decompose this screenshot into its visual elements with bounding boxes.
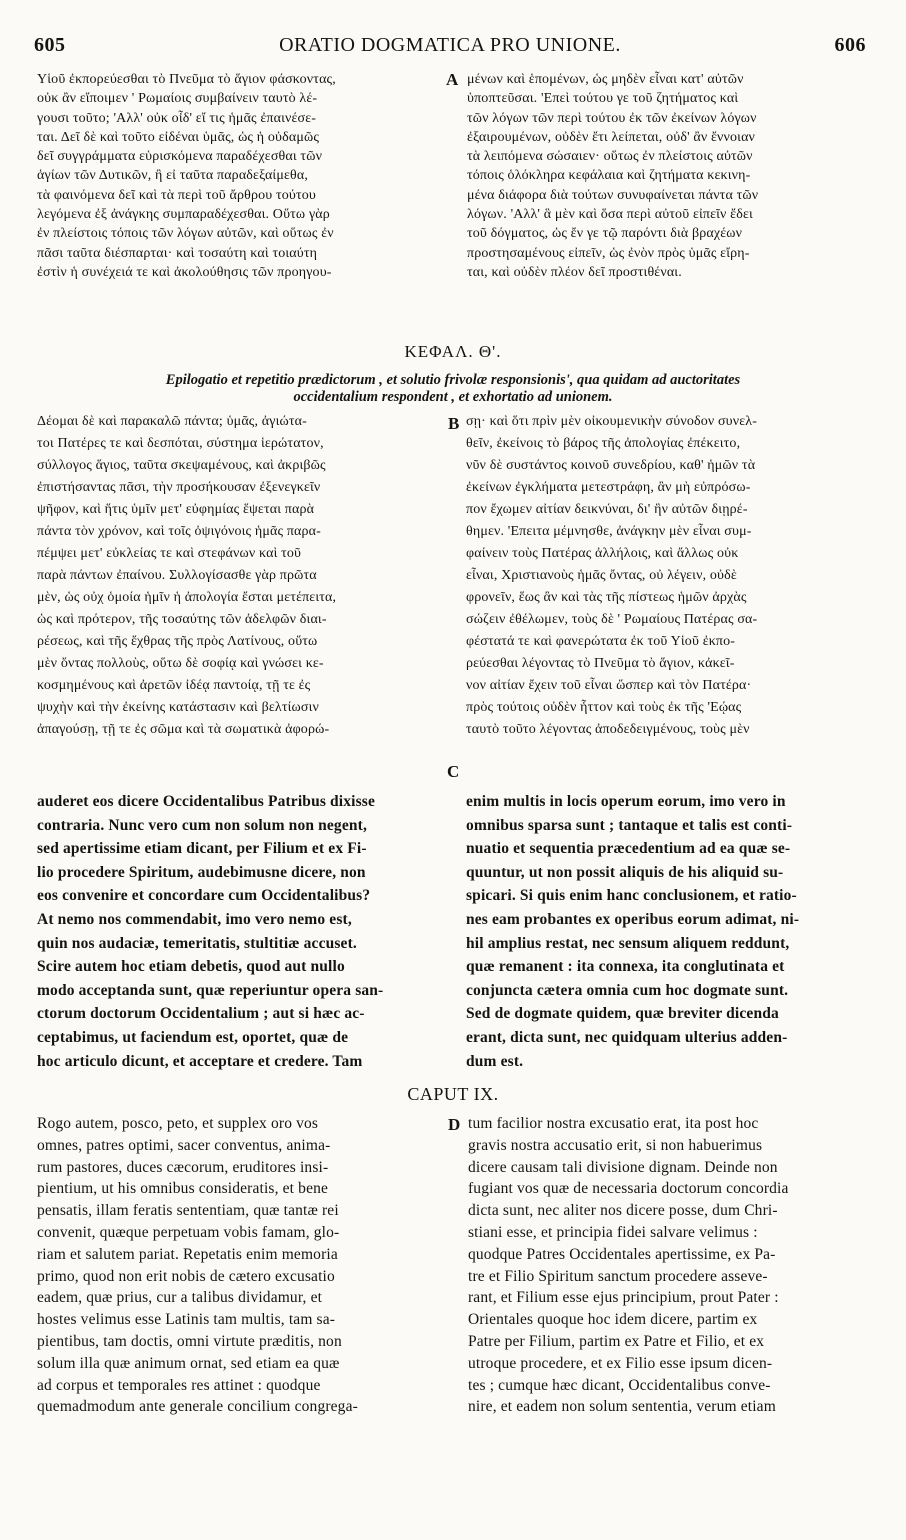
text-line: τόποις ὁλόκληρα κεφάλαια καὶ ζητήματα κεκινη- [467, 168, 751, 184]
text-line: ἐκείνων ἐγκλήματα μετεστράφη, ἂν μὴ εὐπρόσω- [466, 480, 751, 495]
text-line: hostes velimus esse Latinis tam multis, tam sa- [37, 1311, 336, 1329]
text-line: pientium, ut his omnibus consideratis, et bene [37, 1180, 329, 1198]
section-marker-b: B [448, 414, 460, 433]
text-line: Scire autem hoc etiam debetis, quod aut nullo [37, 958, 345, 976]
text-line: μένα διάφορα διὰ τούτων συνυφαίνεται πάντα τῶν [467, 187, 759, 203]
text-line: σύλλογος ἅγιος, ταῦτα σκεψαμένους, καὶ ἀκριβῶς [37, 458, 326, 473]
text-line: παρὰ πάντων ἐπαίνου. Συλλογίσασθε γὰρ πρῶτα [37, 568, 317, 583]
text-line: rant, et Filium esse ejus principium, prout Pater : [468, 1289, 779, 1307]
text-line: primo, quod non erit nobis de cætero excusatio [37, 1267, 335, 1285]
page-number-left: 605 [34, 34, 66, 56]
text-line: stiani esse, et principia fidei salvare velimus : [468, 1223, 758, 1241]
latin-column-left-2 [37, 1113, 442, 1418]
section-marker-c: C [447, 762, 460, 781]
text-line: οὐκ ἂν εἴποιμεν ' Ρωμαίοις συμβαίνειν ταυτὸ λέ- [37, 91, 318, 107]
text-line: φέστατά τε καὶ φανερώτατα ἐκ τοῦ Υἱοῦ ἐκπο- [466, 634, 736, 649]
section-marker-d: D [448, 1115, 461, 1134]
text-line: eos convenire et concordare cum Occidentalibus? [37, 887, 371, 905]
text-line: utroque procedere, et ex Filio esse ipsum dicen- [468, 1354, 773, 1372]
text-line: conjuncta cætera omnia cum hoc dogmate sunt. [466, 981, 789, 999]
text-line: hoc articulo dicunt, et acceptare et credere. Tam [37, 1052, 363, 1070]
text-line: τὰ λειπόμενα σώσαιεν· οὕτως ἐν πλείστοις αὐτῶν [467, 149, 753, 165]
text-line: ceptabimus, ut faciendum est, oportet, quæ de [37, 1028, 349, 1046]
text-line: modo acceptanda sunt, quæ reperiuntur opera san- [37, 981, 384, 999]
text-line: fugiant vos quæ de necessaria doctorum concordia [468, 1180, 789, 1198]
text-line: ταυτὸ τοῦτο λέγοντας ἀποδεδειγμένους, τοὺς μὲν [466, 722, 750, 737]
text-line: Υἱοῦ ἐκπορεύεσθαι τὸ Πνεῦμα τὸ ἅγιον φάσκοντας, [37, 72, 336, 87]
text-line: φαίνειν τοὺς Πατέρας ἀλλήλοις, καὶ ἄλλως οὐκ [466, 546, 739, 561]
text-line: θεῖν, ἐκείνοις τὸ βάρος τῆς ἀπολογίας ἐπέκειτο, [466, 436, 741, 451]
text-line: auderet eos dicere Occidentalibus Patribus dixisse [37, 793, 376, 810]
text-line: λόγων. 'Αλλ' ἃ μὲν καὶ ὅσα περὶ αὐτοῦ εἰπεῖν ἔδει [467, 207, 753, 223]
text-line: tum facilior nostra excusatio erat, ita post hoc [468, 1115, 759, 1132]
text-line: ται. Δεῖ δὲ καὶ τοῦτο εἰδέναι ὑμᾶς, ὡς ἡ οὐδαμῶς [37, 129, 320, 145]
text-line: ψυχὴν καὶ τὴν ἐκείνης κατάστασιν καὶ βελτίωσιν [37, 700, 319, 715]
text-line: lio procedere Spiritum, audebimusne dicere, non [37, 863, 366, 881]
text-line: eadem, quæ prius, cur a talibus dividamur, et [37, 1289, 323, 1307]
text-line: Δέομαι δὲ καὶ παρακαλῶ πάντα; ὑμᾶς, ἀγιώτα- [37, 414, 307, 429]
text-line: omnes, patres optimi, sacer conventus, anima- [37, 1136, 331, 1154]
chapter-summary-line-2: occidentalium respondent , et exhortatio ad unionem. [293, 389, 613, 405]
text-line: πάντα τὸν χρόνον, καὶ τοῖς ὀψιγόνοις ἡμᾶς παρα- [37, 524, 321, 539]
text-line: quuntur, ut non possit aliquis de his aliquid su- [466, 863, 784, 881]
text-line: νῦν δὲ συστάντος κοινοῦ συνεδρίου, καθ' ἡμῶν τὰ [466, 458, 756, 473]
text-line: ἁγίων τῶν Δυτικῶν, ἢ εἰ ταῦτα παραδεξαίμεθα, [37, 168, 309, 184]
text-line: quæ remanent : ita connexa, ita conglutinata et [466, 958, 785, 976]
latin-column-right-2 [468, 1113, 872, 1418]
text-line: μὲν, ὡς οὐχ ὁμοία ἡμῖν ἡ ἀπολογία ἔσται μετέπειτα, [37, 590, 337, 605]
text-line: θημεν. 'Επειτα μέμνησθε, ἀνάγκην μὲν εἶναι συμ- [466, 524, 752, 539]
chapter-heading-latin: CAPUT IX. [407, 1084, 499, 1104]
text-line: pientibus, tam doctis, omni virtute præditis, non [37, 1332, 342, 1350]
greek-column-left-1 [37, 70, 443, 282]
text-line: dicta sunt, nec aliter nos dicere posse, dum Chri- [468, 1202, 778, 1220]
text-line: solum illa quæ animum ornat, sed etiam ea quæ [37, 1354, 340, 1372]
text-line: γουσι τοῦτο; 'Αλλ' οὐκ οἶδ' εἴ τις ἡμᾶς ἐπαινέσε- [37, 110, 317, 126]
text-line: τὰ φαινόμενα δεῖ καὶ τὰ περὶ τοῦ ἄρθρου τούτου [37, 187, 316, 203]
text-line: φρονεῖν, ἕως ἂν καὶ τὰς τῆς πίστεως ἡμῶν ἀρχὰς [466, 590, 747, 605]
text-line: spicari. Si quis enim hanc conclusionem, et ratio- [466, 887, 797, 905]
text-line: omnibus sparsa sunt ; tantaque et talis est conti- [466, 816, 793, 834]
text-line: μένων καὶ ἑπομένων, ὡς μηδὲν εἶναι κατ' αὐτῶν [467, 72, 744, 87]
text-line: ὡς καὶ πρότερον, τῆς τοσαύτης τῶν ἀδελφῶν διαι- [37, 612, 327, 627]
text-line: τοι Πατέρες τε καὶ δεσπόται, σύστημα ἱερώτατον, [37, 436, 324, 451]
text-line: hil amplius restat, nec sensum aliquem reddunt, [466, 934, 790, 952]
text-line: Orientales quoque hoc idem dicere, partim ex [468, 1311, 758, 1329]
text-line: κοσμημένους καὶ ἀρετῶν ἰδέᾳ παντοίᾳ, τῇ τε ἐς [37, 678, 311, 693]
text-line: ται, καὶ οὐδὲν πλέον δεῖ προστιθέναι. [467, 264, 682, 280]
text-line: quin nos audaciæ, temeritatis, stultitiæ accuset. [37, 934, 357, 952]
text-line: ad corpus et temporales res attinet : quodque [37, 1376, 321, 1394]
text-line: ἐστὶν ἡ συνέχειά τε καὶ ἀκολούθησις τῶν προηγου- [37, 264, 332, 280]
text-line: μὲν ὄντας πολλοὺς, οὕτω δὲ σοφίᾳ καὶ γνώσει κε- [37, 656, 324, 671]
text-line: riam et salutem pariat. Repetatis enim memoria [37, 1245, 338, 1263]
text-line: tre et Filio Spiritum sanctum procedere asseve- [468, 1267, 768, 1285]
page-number-right: 606 [834, 34, 866, 56]
text-line: λεγόμενα ἐξ ἀνάγκης συμπαραδέχεσθαι. Οὕτω γὰρ [37, 207, 330, 223]
text-line: pensatis, illam feratis sententiam, quæ tantæ rei [37, 1202, 339, 1220]
text-line: ρεύεσθαι λέγοντας τὸ Πνεῦμα τὸ ἅγιον, κἀκεῖ- [466, 656, 735, 671]
text-line: ἐξαιρουμένων, οὐδὲν ἔτι λείπεται, οὐδ' ἂν ἔννοιαν [467, 129, 756, 145]
running-title: ORATIO DOGMATICA PRO UNIONE. [279, 34, 621, 56]
text-line: ctorum doctorum Occidentalium ; aut si hæc ac- [37, 1005, 365, 1023]
text-line: πᾶσι ταῦτα διέσπαρται· καὶ τοσαύτη καὶ τοιαύτη [37, 245, 318, 261]
greek-column-right-1 [467, 70, 871, 282]
text-line: πον ἔχωμεν αἰτίαν δεικνύναι, δι' ἣν αὐτῶν διῃρέ- [466, 502, 748, 517]
text-line: ἐπιστήσαντας πᾶσι, τὴν προσήκουσαν ἐξενεγκεῖν [37, 480, 321, 495]
text-line: τοῦ δόγματος, ὡς ἔν γε τῷ παρόντι διὰ βραχέων [467, 226, 743, 242]
text-line: convenit, quæque perpetuam vobis famam, glo- [37, 1223, 340, 1241]
latin-column-right-1 [466, 790, 872, 1073]
text-line: Sed de dogmate quidem, quæ breviter dicenda [466, 1005, 779, 1023]
text-line: gravis nostra accusatio erit, si non habuerimus [468, 1136, 763, 1154]
text-line: Patre per Filium, partim ex Patre et Filio, et ex [468, 1332, 765, 1350]
text-line: δεῖ συγγράμματα εὑρισκόμενα παραδέχεσθαι τῶν [37, 149, 323, 165]
text-line: ὑποπτεῦσαι. 'Επεὶ τούτου γε τοῦ ζητήματος καὶ [467, 91, 739, 107]
text-line: τῶν λόγων τῶν περὶ τούτου ἐκ τῶν ἐκείνων λόγων [467, 110, 757, 126]
text-line: πρὸς τούτοις οὐδὲν ἧττον καὶ τοὺς ἐκ τῆς 'Εῴας [466, 700, 742, 715]
text-line: ψῆφον, καὶ ἥτις ὑμῖν μετ' εὐφημίας ἕψεται παρὰ [37, 502, 315, 517]
text-line: σώζειν ἐθέλωμεν, τοὺς δὲ ' Ρωμαίους Πατέρας σα- [466, 612, 758, 627]
text-line: sed apertissime etiam dicant, per Filium et ex Fi- [37, 840, 367, 858]
text-line: nuatio et sequentia præcedentium ad ea quæ se- [466, 840, 791, 858]
chapter-summary-line-1: Epilogatio et repetitio prædictorum , et solutio frivolæ responsionis', qua quidam ad auctoritates [165, 372, 741, 388]
text-line: ρέσεως, καὶ τῆς ἔχθρας τῆς πρὸς Λατίνους, οὕτω [37, 634, 318, 649]
section-marker-a: A [446, 70, 459, 89]
chapter-summary [0, 372, 906, 406]
text-line: tes ; cumque hæc dicant, Occidentalibus conve- [468, 1376, 771, 1394]
text-line: νον αἰτίαν ἔχειν τοῦ εἶναι ὥσπερ καὶ τὸν Πατέρα· [466, 678, 752, 693]
text-line: πέμψει μετ' εὐκλείας τε καὶ στεφάνων καὶ τοῦ [37, 546, 302, 561]
text-line: rum pastores, duces cæcorum, eruditores insi- [37, 1158, 329, 1176]
text-line: nes eam probantes ex operibus eorum adimat, ni- [466, 910, 800, 928]
greek-column-left-2 [37, 411, 442, 741]
greek-column-right-2 [466, 411, 872, 741]
text-line: εἶναι, Χριστιανοὺς ἡμᾶς ὄντας, οὐ λέγειν, οὐδὲ [466, 568, 737, 583]
text-line: σῃ· καὶ ὅτι πρὶν μὲν οἰκουμενικὴν σύνοδον συνελ- [466, 414, 758, 429]
running-header [34, 34, 866, 62]
text-line: quemadmodum ante generale concilium congrega- [37, 1398, 358, 1416]
text-line: προστησαμένους εἰπεῖν, ὡς ἐνὸν πρὸς ὑμᾶς εἴρη- [467, 245, 750, 261]
text-line: ἀπαγούσῃ, τῇ τε ἐς σῶμα καὶ τὰ σωματικὰ ἀφορώ- [37, 722, 330, 737]
text-line: dicere causam tali divisione dignam. Deinde non [468, 1158, 778, 1176]
text-line: contraria. Nunc vero cum non solum non negent, [37, 816, 367, 834]
latin-column-left-1 [37, 790, 443, 1073]
text-line: Rogo autem, posco, peto, et supplex oro vos [37, 1115, 319, 1132]
text-line: enim multis in locis operum eorum, imo vero in [466, 793, 786, 810]
text-line: erant, dicta sunt, nec quidquam ulterius adden- [466, 1028, 788, 1046]
text-line: dum est. [466, 1052, 524, 1070]
text-line: ἐν πλείστοις τόποις τῶν λόγων αὐτῶν, καὶ οὕτως ἐν [37, 226, 334, 242]
text-line: nire, et eadem non solum sententia, verum etiam [468, 1398, 776, 1416]
text-line: At nemo nos commendabit, imo vero nemo est, [37, 910, 352, 928]
chapter-heading-greek: ΚΕΦΑΛ. Θ'. [404, 342, 502, 361]
text-line: quodque Patres Occidentales apertissime, ex Pa- [468, 1245, 776, 1263]
